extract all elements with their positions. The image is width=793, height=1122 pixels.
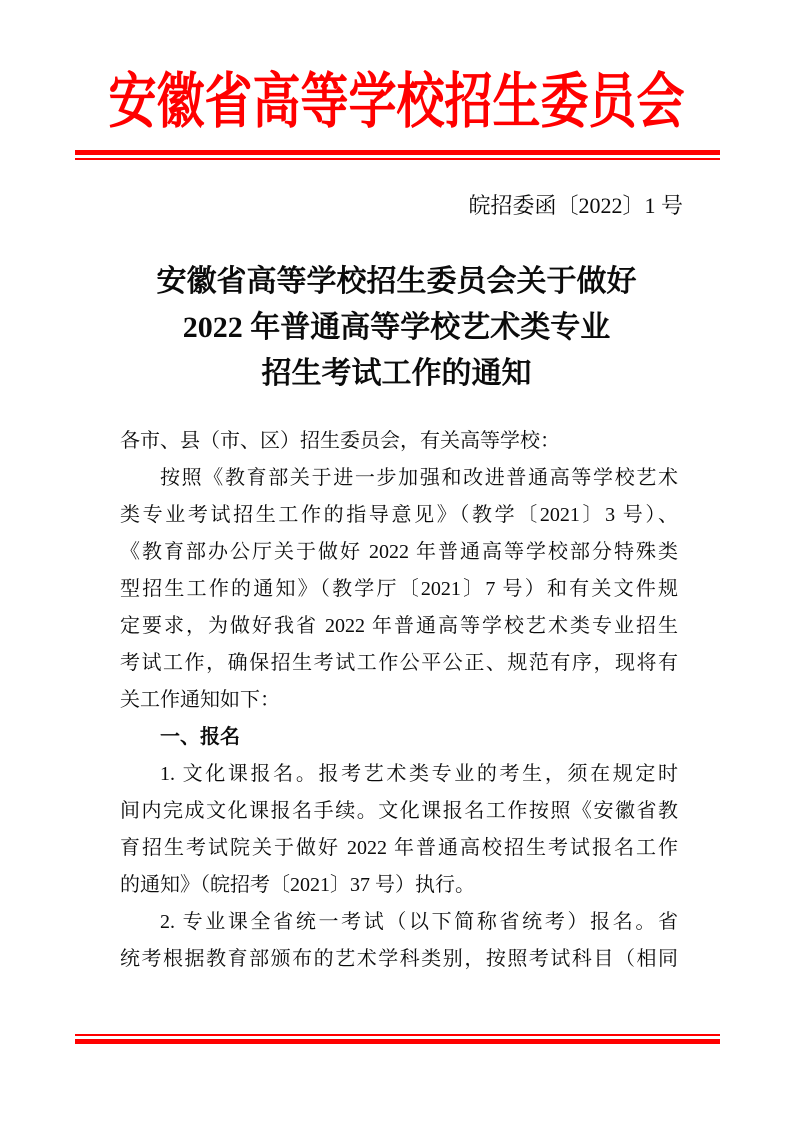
salutation-line: 各市、县（市、区）招生委员会，有关高等学校：: [120, 430, 560, 452]
letterhead-issuer-title: 安徽省高等学校招生委员会: [108, 69, 685, 135]
body-line: 类专业考试招生工作的指导意见》（教学〔2021〕3 号）、: [120, 504, 678, 526]
header-rule-thin: [75, 158, 720, 160]
body-line: 统考根据教育部颁布的艺术学科类别，按照考试科目（相同: [120, 948, 678, 970]
body-line: 育招生考试院关于做好 2022 年普通高校招生考试报名工作: [120, 837, 678, 859]
body-line: 《教育部办公厅关于做好 2022 年普通高等学校部分特殊类: [120, 541, 678, 563]
body-line: 考试工作，确保招生考试工作公平公正、规范有序，现将有: [120, 652, 678, 674]
body-line: 型招生工作的通知》（教学厅〔2021〕7 号）和有关文件规: [120, 578, 678, 600]
footer-rule-thick: [75, 1039, 720, 1044]
body-line: 关工作通知如下：: [120, 689, 280, 711]
document-body: [120, 423, 678, 978]
body-line: 的通知》（皖招考〔2021〕37 号）执行。: [120, 874, 475, 896]
document-title-line-2: 2022 年普通高等学校艺术类专业: [182, 311, 611, 344]
body-line: 2. 专业课全省统一考试（以下简称省统考）报名。省: [160, 911, 678, 933]
body-line: 定要求，为做好我省 2022 年普通高等学校艺术类专业招生: [120, 615, 678, 637]
footer-rule-thin: [75, 1034, 720, 1036]
document-reference-number: 皖招委函〔2022〕1 号: [468, 193, 683, 218]
section-heading-registration: 一、报名: [160, 726, 240, 748]
header-rule-thick: [75, 150, 720, 155]
body-line: 间内完成文化课报名手续。文化课报名工作按照《安徽省教: [120, 800, 678, 822]
document-title: [0, 259, 793, 397]
body-line: 按照《教育部关于进一步加强和改进普通高等学校艺术: [160, 467, 678, 489]
document-title-line-1: 安徽省高等学校招生委员会关于做好: [156, 265, 637, 298]
body-line: 1. 文化课报名。报考艺术类专业的考生，须在规定时: [160, 763, 678, 785]
document-title-line-3: 招生考试工作的通知: [261, 357, 532, 390]
